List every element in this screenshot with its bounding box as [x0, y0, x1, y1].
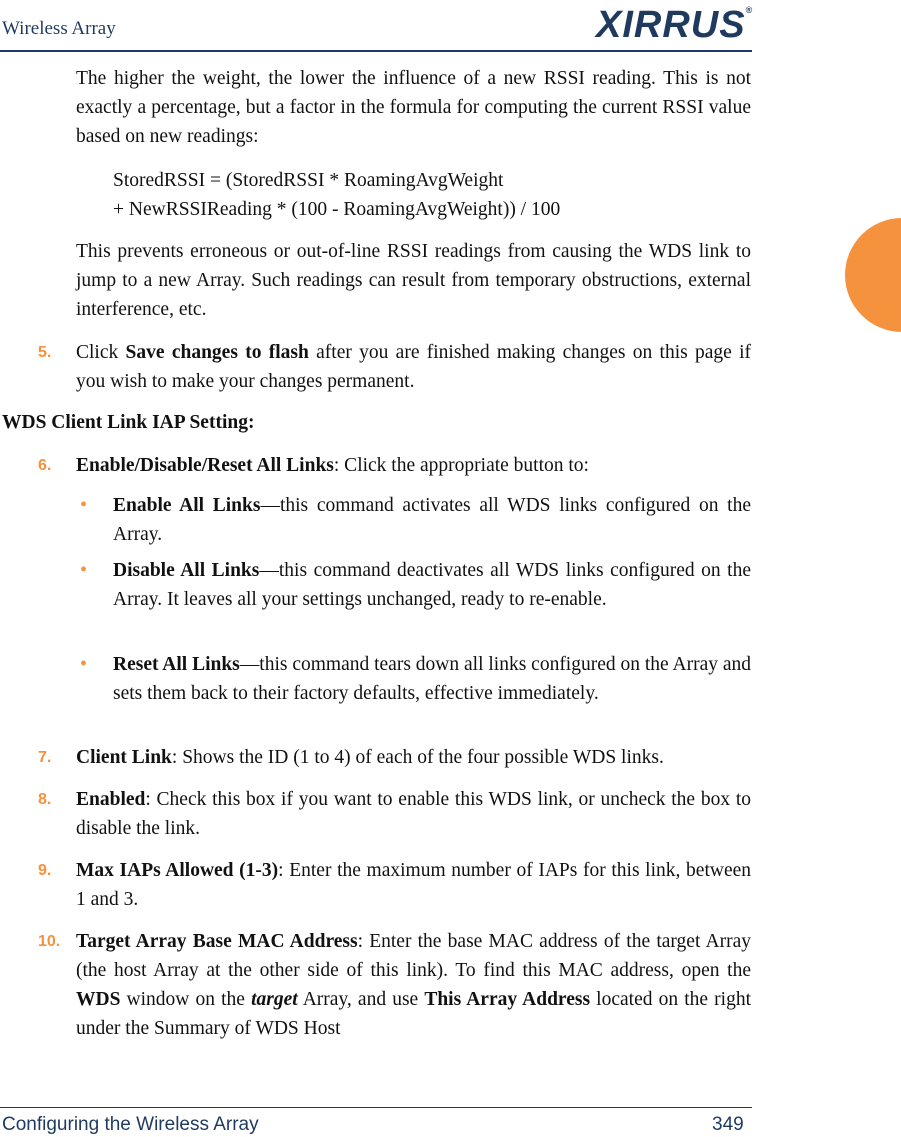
- bullet-icon: •: [80, 559, 88, 581]
- bullet-icon: •: [80, 494, 88, 516]
- page-number: 349: [712, 1114, 744, 1135]
- step-7-text: Client Link: Shows the ID (1 to 4) of each of the four possible WDS links.: [76, 747, 664, 768]
- bullet-reset-all: Reset All Links—this command tears down all links configured on the Array and sets them back to their factory defaults, effective immediately.: [113, 654, 751, 704]
- formula-line-2: + NewRSSIReading * (100 - RoamingAvgWeight)) / 100: [113, 199, 561, 220]
- step-number-10: 10.: [38, 933, 61, 950]
- footer-divider: [0, 1107, 752, 1108]
- xirrus-logo: XIRRUS®: [596, 4, 754, 46]
- intro-paragraph: The higher the weight, the lower the influence of a new RSSI reading. This is not exactly a percentage, but a factor in the formula for computing the current RSSI value based on new readings:: [76, 68, 751, 147]
- header-divider: [0, 50, 752, 52]
- step-number-5: 5.: [38, 344, 52, 361]
- bullet-disable-all: Disable All Links—this command deactivates all WDS links configured on the Array. It leaves all your settings unchanged, ready to re-enable.: [113, 560, 751, 610]
- section-heading: WDS Client Link IAP Setting:: [2, 412, 255, 433]
- step-9-text: Max IAPs Allowed (1-3): Enter the maximum number of IAPs for this link, between 1 and 3.: [76, 860, 752, 910]
- step-6-text: Enable/Disable/Reset All Links: Click the appropriate button to:: [76, 455, 589, 476]
- formula-line-1: StoredRSSI = (StoredRSSI * RoamingAvgWeight: [113, 170, 504, 191]
- step-number-9: 9.: [38, 862, 52, 879]
- bullet-enable-all: Enable All Links—this command activates all WDS links configured on the Array.: [113, 495, 751, 545]
- bullet-icon: •: [80, 653, 88, 675]
- chapter-tab-marker: [845, 218, 901, 332]
- step-5-text: Click Save changes to flash after you are finished making changes on this page if you wish to make your changes permanent.: [76, 342, 752, 392]
- step-8-text: Enabled: Check this box if you want to enable this WDS link, or uncheck the box to disable the link.: [76, 789, 751, 839]
- running-header-title: Wireless Array: [2, 18, 116, 39]
- explanation-paragraph: This prevents erroneous or out-of-line RSSI readings from causing the WDS link to jump to a new Array. Such readings can result from temporary obstructions, external interference, etc.: [76, 241, 751, 320]
- step-number-8: 8.: [38, 791, 52, 808]
- footer-section-title: Configuring the Wireless Array: [2, 1114, 259, 1135]
- step-10-text: Target Array Base MAC Address: Enter the base MAC address of the target Array (the host Array at the other side of this link). To find this MAC address, open the WDS window on the target Array, and use This Array Address located on the right under the Summary of WDS Host: [76, 931, 751, 1039]
- step-number-7: 7.: [38, 749, 52, 766]
- step-number-6: 6.: [38, 457, 52, 474]
